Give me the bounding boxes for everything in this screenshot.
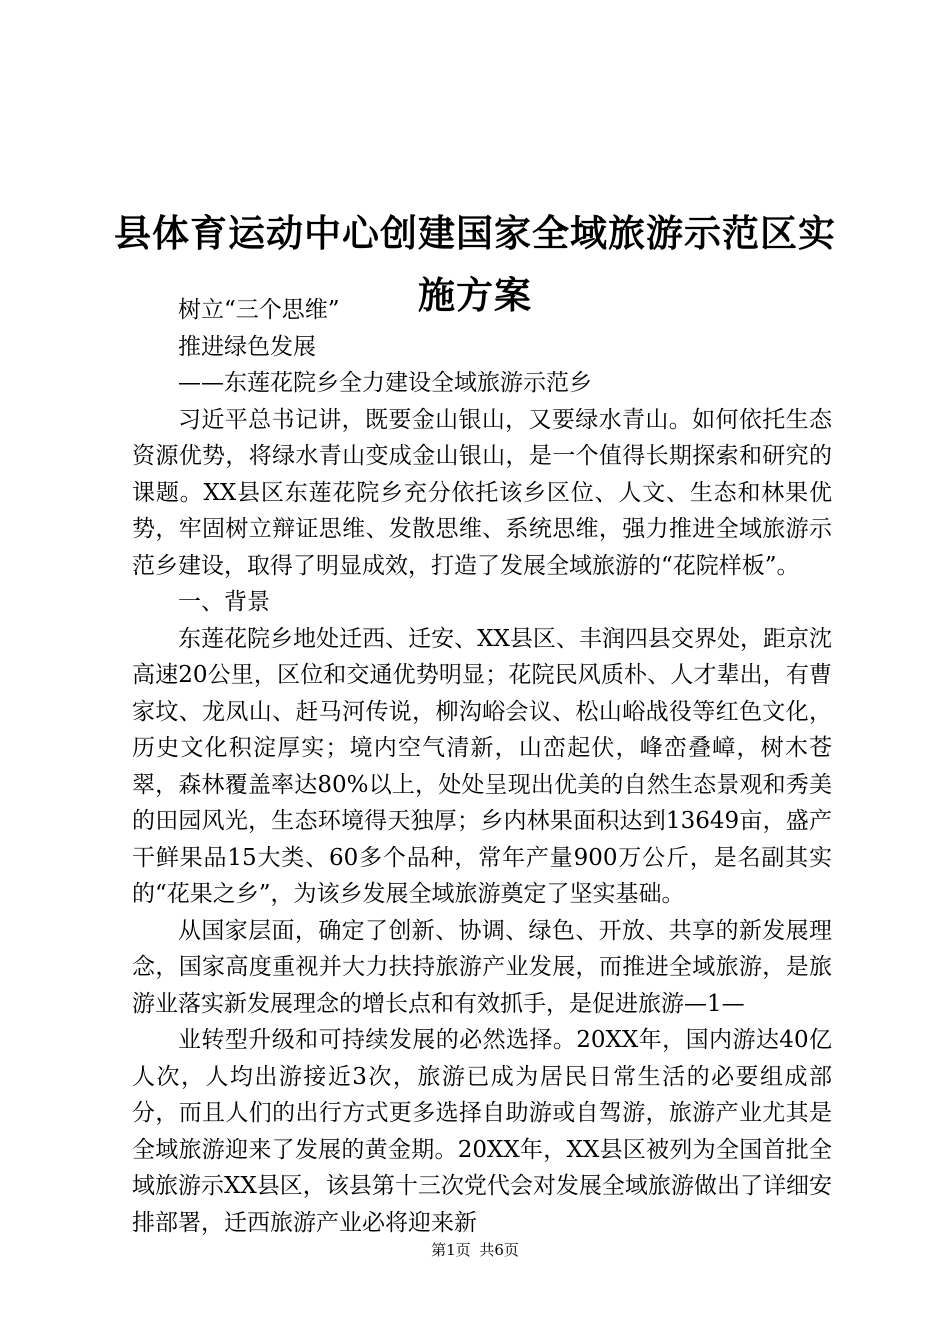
document-body	[132, 292, 832, 1241]
body-paragraph: 业转型升级和可持续发展的必然选择。20XX年，国内游达40亿人次，人均出游接近3次，旅游已成为居民日常生活的必要组成部分，而且人们的出行方式更多选择自助游或自驾游，旅游产业尤其是全域旅游迎来了发展的黄金期。20XX年，XX县区被列为全国首批全域旅游示XX县区，该县第十三次党代会对发展全域旅游做出了详细安排部署，迁西旅游产业必将迎来新	[132, 1027, 832, 1236]
subtitle-line: 推进绿色发展	[178, 333, 316, 360]
body-paragraph: 从国家层面，确定了创新、协调、绿色、开放、共享的新发展理念，国家高度重视并大力扶持旅游产业发展，而推进全域旅游，是旅游业落实新发展理念的增长点和有效抓手，是促进旅游—1—	[132, 917, 832, 1017]
page-total: 共6页	[479, 1241, 519, 1259]
page-footer	[0, 1240, 950, 1260]
page-number: 第1页	[431, 1241, 471, 1259]
section-heading: 一、背景	[178, 589, 270, 615]
subtitle-line: 树立“三个思维”	[178, 297, 340, 323]
body-paragraph: 习近平总书记讲，既要金山银山，又要绿水青山。如何依托生态资源优势，将绿水青山变成金山银山，是一个值得长期探索和研究的课题。XX县区东莲花院乡充分依托该乡区位、人文、生态和林果优势，牢固树立辩证思维、发散思维、系统思维，强力推进全域旅游示范乡建设，取得了明显成效，打造了发展全域旅游的“花院样板”。	[132, 406, 832, 579]
document-title: 县体育运动中心创建国家全域旅游示范区实施方案	[114, 211, 836, 317]
subtitle-line: ——东莲花院乡全力建设全域旅游示范乡	[178, 370, 592, 396]
body-paragraph: 东莲花院乡地处迁西、迁安、XX县区、丰润四县交界处，距京沈高速20公里，区位和交通优势明显；花院民风质朴、人才辈出，有曹家坟、龙凤山、赶马河传说，柳沟峪会议、松山峪战役等红色文化，历史文化积淀厚实；境内空气清新，山峦起伏，峰峦叠嶂，树木苍翠，森林覆盖率达80%以上，处处呈现出优美的自然生态景观和秀美的田园风光，生态环境得天独厚；乡内林果面积达到13649亩，盛产干鲜果品15大类、60多个品种，常年产量900万公斤，是名副其实的“花果之乡”，为该乡发展全域旅游奠定了坚实基础。	[132, 625, 832, 907]
